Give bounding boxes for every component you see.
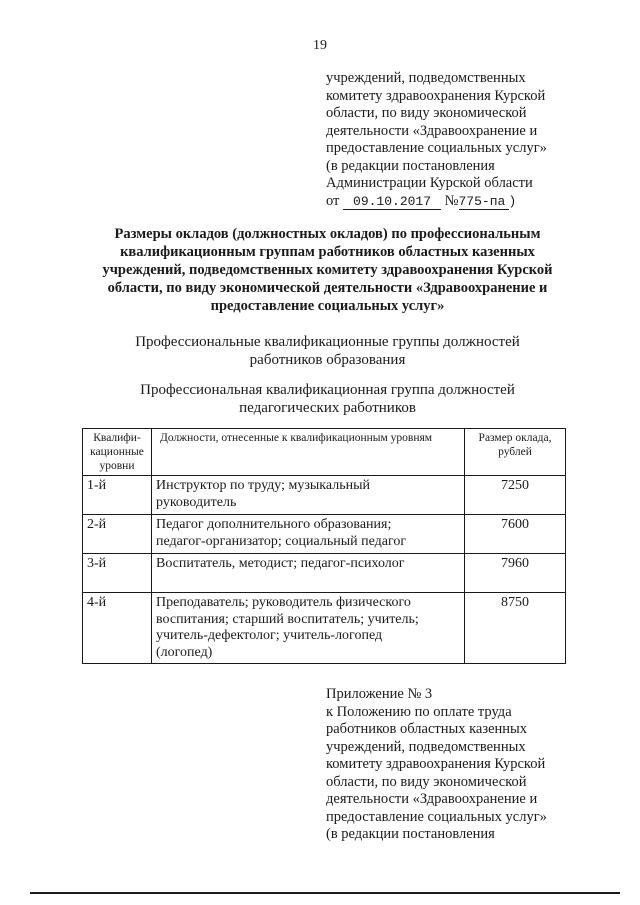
table-row [83, 554, 566, 593]
level-cell: 2-й [83, 515, 152, 554]
decree-close: ) [508, 193, 517, 209]
salary-cell: 7250 [465, 476, 566, 515]
section-heading-line: Профессиональные квалификационные группы должностей [135, 334, 520, 350]
position-line: Инструктор по труду; музыкальный [156, 478, 370, 493]
header-level-line: кационные [90, 446, 144, 458]
reference-line: деятельности «Здравоохранение и [326, 122, 538, 139]
reference-line: области, по виду экономической [326, 773, 527, 790]
group-heading-line: Профессиональная квалификационная группа должностей [140, 382, 515, 398]
table-row [83, 515, 566, 554]
header-position: Должности, отнесенные к квалификационным уровням [152, 429, 465, 476]
header-salary [465, 429, 566, 476]
reference-line: Администрации Курской области [326, 175, 533, 191]
position-line: (логопед) [156, 644, 213, 660]
decree-prefix: от [326, 192, 340, 209]
decree-number: 775-па [459, 195, 509, 210]
position-cell [152, 515, 465, 554]
reference-line: предоставление социальных услуг» [326, 140, 547, 156]
level-cell: 4-й [83, 593, 152, 664]
header-salary-line: Размер оклада, [478, 432, 552, 444]
section-heading [90, 333, 565, 369]
title-line: области, по виду экономической деятельности «Здравоохранение и [107, 280, 548, 296]
document-title [90, 225, 565, 315]
reference-line: (в редакции постановления [326, 157, 495, 174]
table-row [83, 593, 566, 664]
reference-line: учреждений, подведомственных [326, 738, 526, 755]
position-line: воспитания; старший воспитатель; учитель; [156, 611, 419, 627]
group-heading [90, 381, 565, 417]
reference-line: (в редакции постановления [326, 826, 495, 842]
appendix-title: Приложение № 3 [326, 686, 433, 702]
approval-reference-top [326, 70, 586, 210]
reference-line: комитету здравоохранения Курской [326, 756, 546, 772]
position-cell [152, 593, 465, 664]
reference-line: комитету здравоохранения Курской [326, 87, 546, 104]
title-line: учреждений, подведомственных комитету здравоохранения Курской [102, 262, 553, 278]
level-cell: 1-й [83, 476, 152, 515]
position-cell [152, 476, 465, 515]
section-heading-line: работников образования [249, 352, 406, 368]
header-salary-line: рублей [498, 446, 532, 458]
reference-line: к Положению по оплате труда [326, 703, 512, 720]
reference-line: работников областных казенных [326, 721, 528, 737]
position-line: учитель-дефектолог; учитель-логопед [156, 628, 383, 643]
table-header-row [83, 429, 566, 476]
position-line: педагог-организатор; социальный педагог [156, 533, 407, 549]
salary-table [82, 428, 566, 664]
position-line: Воспитатель, методист; педагог-психолог [156, 556, 405, 571]
position-line: Педагог дополнительного образования; [156, 517, 392, 532]
page-number: 19 [313, 38, 327, 53]
title-line: Размеры окладов (должностных окладов) по профессиональным [114, 226, 541, 242]
position-line: Преподаватель; руководитель физического [156, 595, 411, 610]
header-level-line: Квалифи- [93, 432, 141, 444]
reference-line: области, по виду экономической [326, 105, 527, 121]
reference-line: предоставление социальных услуг» [326, 808, 547, 825]
position-cell [152, 554, 465, 593]
title-line: предоставление социальных услуг» [210, 298, 445, 314]
header-level [83, 429, 152, 476]
page-bottom-rule [30, 892, 620, 894]
salary-cell: 7960 [465, 554, 566, 593]
reference-line: деятельности «Здравоохранение и [326, 791, 538, 807]
group-heading-line: педагогических работников [239, 400, 416, 416]
decree-date: 09.10.2017 [343, 195, 441, 210]
table-row [83, 476, 566, 515]
position-line: руководитель [156, 494, 237, 510]
level-cell: 3-й [83, 554, 152, 593]
decree-line [326, 193, 586, 211]
header-level-line: уровни [99, 460, 135, 472]
title-line: квалификационным группам работников областных казенных [120, 244, 535, 260]
appendix-reference-bottom [326, 686, 586, 844]
decree-number-sign: № [444, 192, 459, 209]
salary-cell: 7600 [465, 515, 566, 554]
salary-cell: 8750 [465, 593, 566, 664]
reference-line: учреждений, подведомственных [326, 70, 526, 86]
